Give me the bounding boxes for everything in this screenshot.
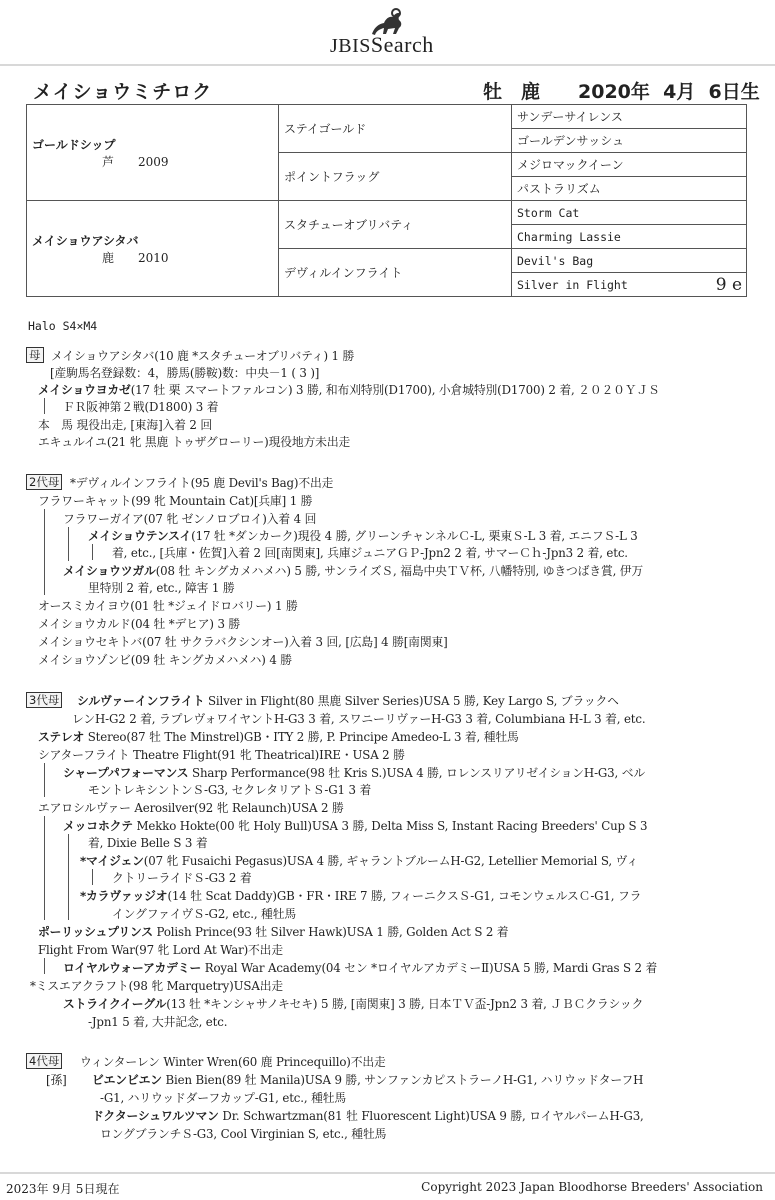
line-g3-6: *ミスエアクラフト(98 牝 Marquetry)USA出走 [30,979,283,993]
sire-dam-sire[interactable]: メジロマックイーン [512,153,747,177]
sire-color-year: 芦 2009 [102,154,169,169]
offspring-name-tensui[interactable]: メイショウテンスイ [88,529,192,543]
produce-name-1[interactable]: メイショウヨカゼ [38,383,131,397]
line-g2-1-2: メイショウツガル(08 牡 キングカメハメハ) 5 勝, サンライズＳ, 福島中央ＴＶ杯, 八幡特別, ゆきつばき賞, 伊万 [63,564,644,578]
line-g4-2: ドクターシュワルツマン Dr. Schwartzman(81 牡 Fluorescent Light)USA 9 勝, ロイヤルパームH-G3, [92,1109,644,1123]
sire-dam[interactable]: ポイントフラッグ [279,153,512,201]
tree-bar [44,816,45,920]
offspring-name-caravaggio[interactable]: *カラヴァッジオ [80,889,168,903]
dam-color-year: 鹿 2010 [102,250,169,265]
line-g3-3-1: メッコホクテ Mekko Hokte(00 牝 Holy Bull)USA 3 勝, Delta Miss S, Instant Racing Breeders' Cup S 3 [63,819,648,833]
line-2nd-dam: *デヴィルインフライト(95 鹿 Devil's Bag)不出走 [70,476,334,490]
line-g3-6-1-cont: -Jpn1 5 着, 大井記念, etc. [88,1015,228,1029]
as-of-date: 2023年 9月 5日現在 [6,1182,120,1196]
tree-bar [44,398,45,414]
inbreeding-note: Halo S4×M4 [28,319,98,333]
line-g2-4: メイショウセキトバ(07 牡 サクラバクシンオー)入着 3 回, [広島] 4 勝[南関東] [38,635,448,649]
line-g3-3: エアロシルヴァー Aerosilver(92 牝 Relaunch)USA 2 勝 [38,801,344,815]
footer-divider [0,1172,775,1174]
line-g3-3-1-1-cont: クトリーライドＳ-G3 2 着 [112,871,252,885]
offspring-name-strike-eagle[interactable]: ストライクイーグル [63,997,167,1011]
line-g3-6-1: ストライクイーグル(13 牡 *キンシャサノキセキ) 5 勝, [南関東] 3 勝, 日本ＴＶ盃-Jpn2 3 着, ＪＢＣクラシック [63,997,644,1011]
dam-dam-dam-name: Silver in Flight [517,277,628,292]
tree-bar [44,509,45,595]
tree-bar [92,869,93,885]
line-g3-4: ポーリッシュプリンス Polish Prince(93 牡 Silver Hawk)USA 1 勝, Golden Act S 2 着 [38,925,509,939]
tree-bar [44,763,45,797]
tree-bar [44,958,45,974]
tree-bar [68,834,69,920]
line-g2-5: メイショウゾンビ(09 牡 キングカメハメハ) 4 勝 [38,653,292,667]
line-produce-summary: [産駒馬名登録数：4，勝馬(勝鞍)数：中央－1 ( 3 )] [50,366,320,380]
line-g3-3-1-2-cont: イングファイヴＳ-G2, etc., 種牡馬 [112,907,296,921]
dam-sire-sire[interactable]: Storm Cat [512,201,747,225]
dam-sire-dam[interactable]: Charming Lassie [512,225,747,249]
section-tag-2nd-dam: 2代母 [26,474,62,490]
jbis-logo[interactable] [0,6,775,56]
line-g3-2-1: シャープパフォーマンス Sharp Performance(98 牡 Kris S.)USA 4 勝, ロレンスリアリゼイションH-G3, ベル [63,766,646,780]
tree-bar [68,527,69,561]
offspring-name-sharp-performance[interactable]: シャープパフォーマンス [63,766,189,780]
header-divider [0,64,775,66]
line-g3-5-1: ロイヤルウォーアカデミー Royal War Academy(04 セン *ロイヤルアカデミーⅡ)USA 5 勝, Mardi Gras S 2 着 [63,961,658,975]
section-tag-3rd-dam: 3代母 [26,692,62,708]
offspring-name-bien-bien[interactable]: ビエンビエン [92,1073,162,1087]
horse-name: メイショウミチロク [33,81,213,103]
offspring-name-mekko-hokte[interactable]: メッコホクテ [63,819,133,833]
line-g4-2-cont: ロングブランチＳ-G3, Cool Virginian S, etc., 種牡馬 [100,1127,387,1141]
line-g2-3: メイショウカルド(04 牡 *デヒア) 3 勝 [38,617,241,631]
line-3rd-dam-cont: レンH-G2 2 着, ラプレヴォワイヤントH-G3 3 着, スワニーリヴァーH-G3 3 着, Columbiana H-L 3 着, etc. [72,712,646,726]
dam-dam[interactable]: デヴィルインフライト [279,249,512,297]
sire-sire[interactable]: ステイゴールド [279,105,512,153]
dam-sire[interactable]: スタチューオブリバティ [279,201,512,249]
family-number: 9 e [715,275,742,295]
line-g2-1: フラワーキャット(99 牝 Mountain Cat)[兵庫] 1 勝 [38,494,313,508]
sire-sire-dam[interactable]: ゴールデンサッシュ [512,129,747,153]
line-4th-dam: ウィンターレン Winter Wren(60 鹿 Princequillo)不出走 [80,1055,386,1069]
sire-cell [27,105,279,201]
line-produce-1: メイショウヨカゼ(17 牡 栗 スマートファルコン) 3 勝, 和布刈特別(D1700), 小倉城特別(D1700) 2 着, ２０２０ＹＪＳ [38,383,660,397]
line-g3-1: ステレオ Stereo(87 牡 The Minstrel)GB・ITY 2 勝, P. Principe Amedeo-L 3 着, 種牡馬 [38,730,519,744]
line-g2-1-1: フラワーガイア(07 牝 ゼンノロブロイ)入着 4 回 [63,512,317,526]
offspring-name-dr-schwartzman[interactable]: ドクターシュワルツマン [92,1109,219,1123]
section-tag-4th-dam: 4代母 [26,1053,62,1069]
line-g3-3-1-1: *マイジェン(07 牝 Fusaichi Pegasus)USA 4 勝, ギャラントブルームH-G2, Letellier Memorial S, ヴィ [80,854,639,868]
line-g2-1-1-1: メイショウテンスイ(17 牡 *ダンカーク)現役 4 勝, グリーンチャンネルＣ-L, 栗東Ｓ-L 3 着, エニフＳ-L 3 [88,529,638,543]
dam-dam-sire[interactable]: Devil's Bag [512,249,747,273]
line-g3-3-1-cont: 着, Dixie Belle S 3 着 [88,836,208,850]
line-g2-2: オースミカイヨウ(01 牡 *ジェイドロバリー) 1 勝 [38,599,298,613]
copyright: Copyright 2023 Japan Bloodhorse Breeders' Association [421,1180,763,1194]
grandchild-tag: [孫] [46,1073,67,1087]
line-dam: メイショウアシタバ(10 鹿 *スタチューオブリバティ) 1 勝 [51,349,355,363]
offspring-name-stereo[interactable]: ステレオ [38,730,85,744]
line-this-horse: 本 馬 現役出走, [東海]入着 2 回 [38,418,213,432]
offspring-name-royal-war-academy[interactable]: ロイヤルウォーアカデミー [63,961,202,975]
section-tag-dam: 母 [26,347,44,363]
line-produce-2: エキュルイユ(21 牝 黒鹿 トゥザグローリー)現役地方未出走 [38,435,351,449]
tree-bar [92,544,93,560]
dam-dam-dam[interactable] [512,273,747,297]
line-g4-1-cont: -G1, ハリウッドダーフカップ-G1, etc., 種牡馬 [100,1091,347,1105]
sire-dam-dam[interactable]: パストラリズム [512,177,747,201]
line-g3-2: シアターフライト Theatre Flight(91 牝 Theatrical)IRE・USA 2 勝 [38,748,405,762]
pedigree-table [26,104,747,297]
logo-text: JBISSearch [330,32,434,57]
line-g2-1-1-1-cont: 着, etc., [兵庫・佐賀]入着 2 回[南関東], 兵庫ジュニアＧＰ-Jpn2 2 着, サマーＣｈ-Jpn3 2 着, etc. [112,546,628,560]
line-g2-1-2-cont: 里特別 2 着, etc., 障害 1 勝 [88,581,235,595]
line-g4-1: ビエンビエン Bien Bien(89 牡 Manila)USA 9 勝, サンファンカピストラーノH-G1, ハリウッドターフH [92,1073,644,1087]
offspring-name-my-jen[interactable]: *マイジェン [80,854,144,868]
horse-sex-color-birth: 牡 鹿 2020年 4月 6日生 [483,81,760,103]
line-g3-2-1-cont: モントレキシントンＳ-G3, セクレタリアトＳ-G1 3 着 [88,783,372,797]
dam-cell [27,201,279,297]
sire-name[interactable]: ゴールドシップ [32,137,116,152]
line-g3-5: Flight From War(97 牝 Lord At War)不出走 [38,943,283,957]
offspring-name-polish-prince[interactable]: ポーリッシュプリンス [38,925,153,939]
offspring-name-tsugaru[interactable]: メイショウツガル [63,564,156,578]
line-3rd-dam: シルヴァーインフライト Silver in Flight(80 黒鹿 Silver Series)USA 5 勝, Key Largo S, ブラックヘ [77,694,619,708]
line-g3-3-1-2: *カラヴァッジオ(14 牡 Scat Daddy)GB・FR・IRE 7 勝, フィーニクスＳ-G1, コモンウェルスＣ-G1, フラ [80,889,642,903]
third-dam-name[interactable]: シルヴァーインフライト [77,694,205,708]
dam-name[interactable]: メイショウアシタバ [32,233,139,248]
line-produce-1-cont: ＦＲ阪神第２戦(D1800) 3 着 [63,400,219,414]
sire-sire-sire[interactable]: サンデーサイレンス [512,105,747,129]
